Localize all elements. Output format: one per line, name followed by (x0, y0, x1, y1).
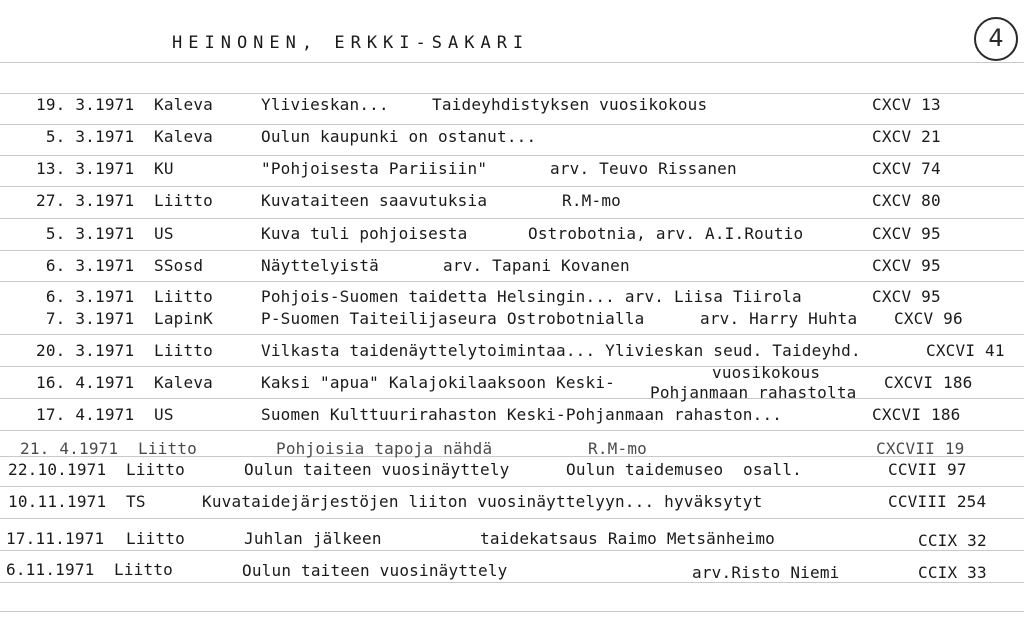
entry-date: 5. 3.1971 (36, 224, 135, 243)
entry-text: Pohjois-Suomen taidetta Helsingin... arv. Liisa Tiirola (261, 287, 802, 306)
ruled-line (0, 611, 1024, 612)
entry-date: 21. 4.1971 (20, 439, 119, 458)
entry-date: 6.11.1971 (6, 560, 95, 579)
entry-ref: CXCVI 41 (926, 341, 1005, 360)
entry-ref: CXCVII 19 (876, 439, 965, 458)
entry-text: Pohjoisia tapoja nähdä (276, 439, 493, 458)
entry-source: Liitto (126, 529, 185, 548)
entry-date: 20. 3.1971 (36, 341, 135, 360)
entry-ref: CXCV 80 (872, 191, 941, 210)
entry-text: "Pohjoisesta Pariisiin" (261, 159, 488, 178)
entry-ref: CCIX 33 (918, 563, 987, 582)
entry-text: Kuva tuli pohjoisesta (261, 224, 468, 243)
ruled-line (0, 218, 1024, 219)
entry-text: Oulun taiteen vuosinäyttely (242, 561, 508, 580)
ruled-line (0, 250, 1024, 251)
entry-ref: CCIX 32 (918, 531, 987, 550)
entry-text: Ylivieskan... (261, 95, 389, 114)
entry-source: US (154, 405, 174, 424)
entry-date: 7. 3.1971 (36, 309, 135, 328)
entry-text: Suomen Kulttuurirahaston Keski-Pohjanmaan rahaston... (261, 405, 783, 424)
entry-date: 5. 3.1971 (36, 127, 135, 146)
ruled-line (0, 430, 1024, 431)
ruled-line (0, 281, 1024, 282)
entry-text: Juhlan jälkeen (244, 529, 382, 548)
entry-extra: R.M-mo (588, 439, 647, 458)
entry-source: Liitto (154, 341, 213, 360)
ruled-line (0, 486, 1024, 487)
entry-text: Vilkasta taidenäyttelytoimintaa... Ylivieskan seud. Taideyhd. (261, 341, 861, 360)
entry-extra: vuosikokous (712, 363, 821, 382)
entry-ref: CXCV 96 (894, 309, 963, 328)
entry-ref: CXCV 74 (872, 159, 941, 178)
entry-extra: arv.Risto Niemi (692, 563, 840, 582)
entry-source: Liitto (138, 439, 197, 458)
ruled-line (0, 518, 1024, 519)
entry-extra: Ostrobotnia, arv. A.I.Routio (528, 224, 804, 243)
entry-source: LapinK (154, 309, 213, 328)
ruled-line (0, 124, 1024, 125)
entry-extra: Taideyhdistyksen vuosikokous (432, 95, 708, 114)
entry-date: 6. 3.1971 (36, 287, 135, 306)
ruled-line (0, 93, 1024, 94)
entry-source: Kaleva (154, 373, 213, 392)
entry-ref: CXCV 21 (872, 127, 941, 146)
entry-date: 6. 3.1971 (36, 256, 135, 275)
entry-extra: arv. Harry Huhta (700, 309, 858, 328)
entry-extra: arv. Teuvo Rissanen (550, 159, 737, 178)
entry-extra: arv. Tapani Kovanen (443, 256, 630, 275)
ruled-line (0, 155, 1024, 156)
entry-source: Kaleva (154, 95, 213, 114)
entry-text: Oulun kaupunki on ostanut... (261, 127, 537, 146)
entry-date: 17.11.1971 (6, 529, 105, 548)
entry-extra-2: Pohjanmaan rahastolta (650, 383, 857, 402)
entry-source: KU (154, 159, 174, 178)
entry-date: 16. 4.1971 (36, 373, 135, 392)
ruled-line (0, 550, 1024, 551)
entry-date: 27. 3.1971 (36, 191, 135, 210)
entry-text: Kuvataidejärjestöjen liiton vuosinäyttelyyn... hyväksytyt (202, 492, 763, 511)
entry-date: 10.11.1971 (8, 492, 107, 511)
entry-ref: CXCVI 186 (872, 405, 961, 424)
entry-ref: CXCV 95 (872, 224, 941, 243)
entry-source: Liitto (154, 191, 213, 210)
ruled-line (0, 398, 1024, 399)
entry-ref: CXCV 13 (872, 95, 941, 114)
ruled-line (0, 62, 1024, 63)
entry-extra: R.M-mo (562, 191, 621, 210)
entry-date: 17. 4.1971 (36, 405, 135, 424)
entry-text: Kuvataiteen saavutuksia (261, 191, 488, 210)
entry-ref: CCVIII 254 (888, 492, 987, 511)
entry-ref: CXCV 95 (872, 287, 941, 306)
entry-extra: taidekatsaus Raimo Metsänheimo (480, 529, 775, 548)
entry-ref: CXCVI 186 (884, 373, 973, 392)
ruled-line (0, 582, 1024, 583)
card-number-circle: 4 (974, 17, 1018, 61)
entry-date: 19. 3.1971 (36, 95, 135, 114)
entry-text: Näyttelyistä (261, 256, 379, 275)
ruled-line (0, 366, 1024, 367)
ruled-line (0, 334, 1024, 335)
entry-source: Liitto (126, 460, 185, 479)
entry-text: Oulun taiteen vuosinäyttely (244, 460, 510, 479)
entry-ref: CXCV 95 (872, 256, 941, 275)
entry-extra: Oulun taidemuseo osall. (566, 460, 802, 479)
entry-source: US (154, 224, 174, 243)
entry-source: Liitto (114, 560, 173, 579)
entry-text: P-Suomen Taiteilijaseura Ostrobotnialla (261, 309, 645, 328)
entry-source: Kaleva (154, 127, 213, 146)
entry-source: TS (126, 492, 146, 511)
card-title: HEINONEN, ERKKI-SAKARI (172, 33, 530, 53)
ruled-line (0, 186, 1024, 187)
entry-source: Liitto (154, 287, 213, 306)
entry-ref: CCVII 97 (888, 460, 967, 479)
entry-text: Kaksi "apua" Kalajokilaaksoon Keski- (261, 373, 615, 392)
entry-date: 22.10.1971 (8, 460, 107, 479)
entry-source: SSosd (154, 256, 204, 275)
entry-date: 13. 3.1971 (36, 159, 135, 178)
